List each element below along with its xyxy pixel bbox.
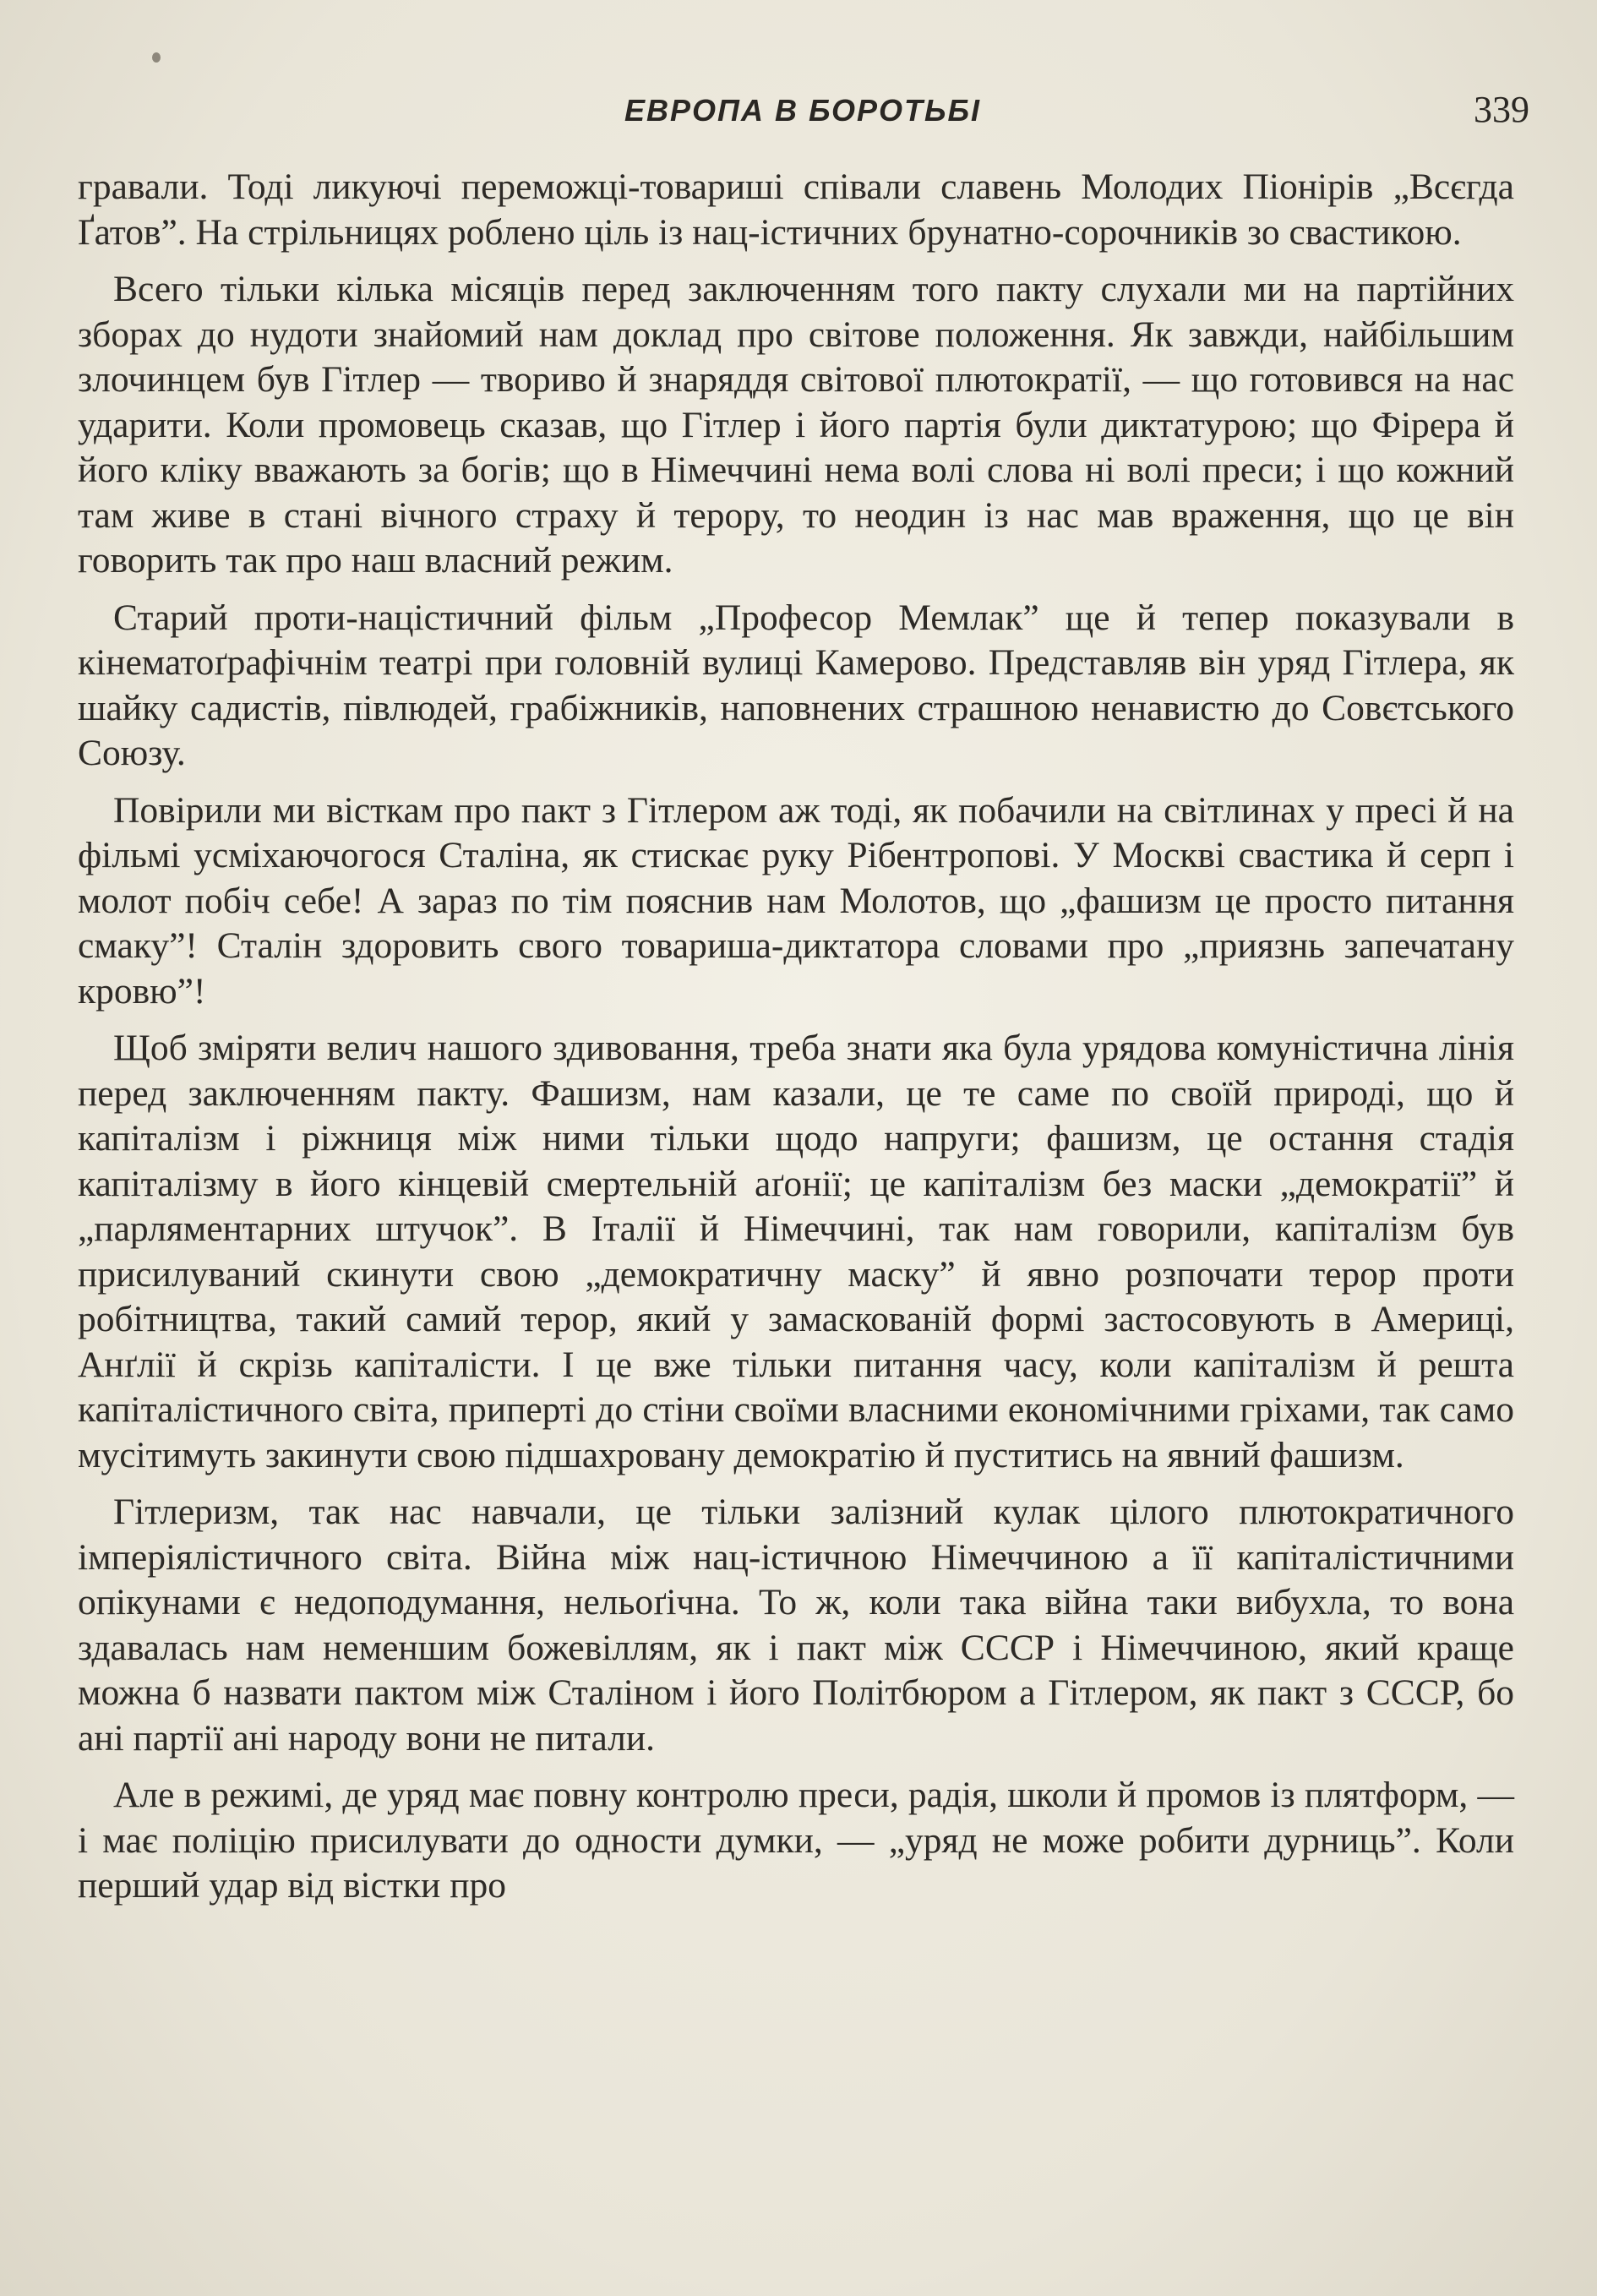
paragraph: Повірили ми вісткам про пакт з Гітлером аж тоді, як побачили на світлинах у пресі й на фільмі усміхаючогося Сталіна, як стискає руку Рібентропові. У Москві свастика й серп і молот побіч себе! А зараз по тім пояснив нам Молотов, що „фашизм це просто питання смаку”! Сталін здоровить свого товариша-диктатора словами про „приязнь запечатану кровю”! xyxy=(78,789,1514,1012)
paragraph: Але в режимі, де уряд має повну контролю преси, радія, школи й промов із плятформ, — і має поліцію присилувати до одности думки, — „уряд не може робити дурниць”. Коли перший удар від вістки про xyxy=(78,1775,1514,1906)
paragraph: Старий проти-націстичний фільм „Професор Мемлак” ще й тепер показували в кінематоґрафічнім театрі при головній вулиці Камерово. Представляв він уряд Гітлера, як шайку садистів, півлюдей, грабіжників, наповнених страшною ненавистю до Совєтського Союзу. xyxy=(78,597,1514,773)
running-header xyxy=(76,89,1529,144)
paragraph: Щоб зміряти велич нашого здивовання, треба знати яка була урядова комуністична лінія перед заключенням пакту. Фашизм, нам казали, це те саме по своїй природі, що й капіталізм і ріжниця між ними тільки щодо напруги; фашизм, це остання стадія капіталізму в його кінцевій смертельній аґонії; це капіталізм без маски „демократії” й „парляментарних штучок”. В Італії й Німеччині, так нам говорили, капіталізм був присилуваний скинути свою „демократичну маску” й явно розпочати терор проти робітництва, такий самий терор, який у замаскованій формі застосовують в Америці, Анґлії й скрізь капіталісти. І це вже тільки питання часу, коли капіталізм й решта капіталістичного світа, приперті до стіни своїми власними економічними гріхами, так само мусітимуть закинути свою підшахровану демократію й пуститись на явний фашизм. xyxy=(78,1028,1514,1475)
running-title: ЕВРОПА В БОРОТЬБІ xyxy=(624,93,981,128)
paragraph: гравали. Тоді ликуючі переможці-товариші співали славень Молодих Піонірів „Всєгда Ґатов”. На стрільницях роблено ціль із нац-істичних брунатно-сорочників зо свастикою. xyxy=(78,166,1514,253)
page-number: 339 xyxy=(1474,89,1529,130)
paragraph: Гітлеризм, так нас навчали, це тільки залізний кулак цілого плютократичного імперіялістичного світа. Війна між нац-істичною Німеччиною а її капіталістичними опікунами є недоподумання, нельоґічна. То ж, коли така війна таки вибухла, то вона здавалась нам неменшим божевіллям, як і пакт між СССР і Німеччиною, який краще можна б назвати пактом між Сталіном і його Політбюром а Гітлером, як пакт з СССР, бо ані партії ані народу вони не питали. xyxy=(78,1492,1514,1759)
body-text xyxy=(78,165,1514,1921)
paper-speck xyxy=(152,52,161,63)
paragraph: Всего тільки кілька місяців перед заключенням того пакту слухали ми на партійних зборах до нудоти знайомий нам доклад про світове положення. Як завжди, найбільшим злочинцем був Гітлер — твориво й знаряддя світової плютократії, — що готовився на нас ударити. Коли промовець сказав, що Гітлер і його партія були диктатурою; що Фірера й його кліку вважають за богів; що в Німеччині нема волі слова ні волі преси; і що кожний там живе в стані вічного страху й терору, то неодин із нас мав враження, що це він говорить так про наш власний режим. xyxy=(78,269,1514,581)
